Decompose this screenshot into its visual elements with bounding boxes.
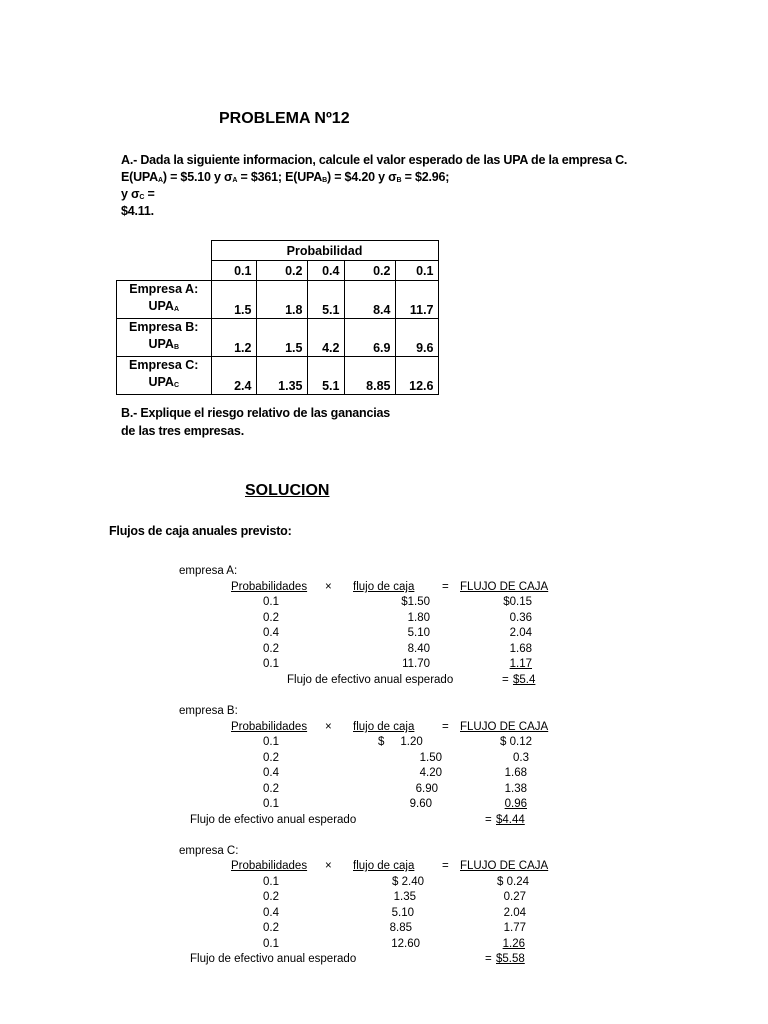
result-value: 1.77 — [503, 922, 526, 934]
prob-value: 0.2 — [263, 891, 279, 903]
table-header-probabilidad: Probabilidad — [211, 241, 438, 261]
prob-value: 0.2 — [263, 752, 279, 764]
statement-line-3: y σC = — [121, 187, 155, 201]
flow-value: 8.40 — [407, 643, 430, 655]
times-sign: × — [325, 581, 332, 593]
company-label: Empresa A: UPAA — [117, 281, 212, 319]
col-header-result: FLUJO DE CAJA — [460, 581, 549, 593]
flow-value: 5.10 — [391, 907, 414, 919]
table-row — [117, 281, 439, 319]
equals-sign: = — [442, 581, 449, 593]
statement-line-2: E(UPAA) = $5.10 y σA = $361; E(UPAB) = $4.20 y σB = $2.96; — [121, 170, 450, 184]
result-value: 1.17 — [509, 658, 532, 670]
table-row — [117, 319, 439, 357]
prob-value: 0.4 — [263, 907, 279, 919]
col-header-prob: Probabilidades — [231, 581, 308, 593]
flow-value: 1.80 — [407, 612, 430, 624]
col-header-flow: flujo de caja — [353, 581, 415, 593]
col-header-result: FLUJO DE CAJA — [460, 721, 549, 733]
probability-table — [116, 240, 439, 395]
col-header-prob: Probabilidades — [231, 860, 308, 872]
statement-line-4: $4.11. — [121, 204, 154, 218]
equals-sign: = — [442, 860, 449, 872]
prob-value: 0.1 — [263, 938, 279, 950]
flow-value: 1.50 — [419, 752, 442, 764]
prob-cell: 0.4 — [307, 261, 344, 281]
prob-value: 0.1 — [263, 876, 279, 888]
result-value: 0.96 — [504, 798, 527, 810]
flow-value: 4.20 — [419, 767, 442, 779]
table-row — [117, 357, 439, 395]
flow-value: 1.35 — [393, 891, 416, 903]
solution-title: SOLUCION — [245, 482, 330, 499]
times-sign: × — [325, 721, 332, 733]
upa-value: 5.1 — [307, 357, 344, 395]
upa-value: 4.2 — [307, 319, 344, 357]
upa-value: 2.4 — [211, 357, 256, 395]
prob-cell: 0.2 — [256, 261, 307, 281]
flow-value: 12.60 — [391, 938, 420, 950]
prob-value: 0.1 — [263, 658, 279, 670]
upa-value: 6.9 — [344, 319, 395, 357]
upa-value: 1.5 — [211, 281, 256, 319]
flow-value: 8.85 — [389, 922, 412, 934]
upa-value: 1.5 — [256, 319, 307, 357]
upa-value: 9.6 — [395, 319, 438, 357]
times-sign: × — [325, 860, 332, 872]
upa-value: 8.85 — [344, 357, 395, 395]
company-label: Empresa B: UPAB — [117, 319, 212, 357]
question-b-line-1: B.- Explique el riesgo relativo de las ganancias — [121, 406, 390, 420]
flows-heading: Flujos de caja anuales previsto: — [109, 524, 292, 538]
upa-value: 1.35 — [256, 357, 307, 395]
prob-value: 0.1 — [263, 798, 279, 810]
prob-value: 0.1 — [263, 736, 279, 748]
col-header-flow: flujo de caja — [353, 721, 415, 733]
prob-cell: 0.2 — [344, 261, 395, 281]
upa-value: 1.8 — [256, 281, 307, 319]
prob-value: 0.4 — [263, 767, 279, 779]
upa-value: 12.6 — [395, 357, 438, 395]
equals-sign: = — [442, 721, 449, 733]
prob-value: 0.2 — [263, 783, 279, 795]
col-header-flow: flujo de caja — [353, 860, 415, 872]
page-title: PROBLEMA Nº12 — [219, 110, 350, 127]
result-value: 1.26 — [502, 938, 525, 950]
statement-line-1: A.- Dada la siguiente informacion, calcule el valor esperado de las UPA de la empresa C. — [121, 153, 628, 167]
block-label: empresa B: — [179, 705, 238, 717]
upa-value: 8.4 — [344, 281, 395, 319]
result-value: $ 0.24 — [497, 876, 529, 888]
result-value: 0.27 — [503, 891, 526, 903]
total-equals: = — [485, 953, 492, 965]
prob-cell: 0.1 — [211, 261, 256, 281]
result-value: 1.68 — [509, 643, 532, 655]
total-label: Flujo de efectivo anual esperado — [287, 674, 454, 686]
col-header-prob: Probabilidades — [231, 721, 308, 733]
total-equals: = — [502, 674, 509, 686]
block-label: empresa C: — [179, 845, 239, 857]
flow-value: $ 2.40 — [392, 876, 424, 888]
flow-value: 9.60 — [409, 798, 432, 810]
result-value: 1.38 — [504, 783, 527, 795]
prob-value: 0.2 — [263, 643, 279, 655]
total-value: $4.44 — [496, 814, 525, 826]
total-equals: = — [485, 814, 492, 826]
flow-value: 6.90 — [415, 783, 438, 795]
company-label: Empresa C: UPAC — [117, 357, 212, 395]
prob-value: 0.2 — [263, 922, 279, 934]
flow-value: $ 1.20 — [378, 736, 423, 748]
question-b-line-2: de las tres empresas. — [121, 424, 244, 438]
total-value: $5.4 — [513, 674, 536, 686]
prob-value: 0.4 — [263, 627, 279, 639]
block-label: empresa A: — [179, 565, 238, 577]
prob-value: 0.1 — [263, 596, 279, 608]
upa-value: 1.2 — [211, 319, 256, 357]
result-value: 2.04 — [509, 627, 532, 639]
col-header-result: FLUJO DE CAJA — [460, 860, 549, 872]
result-value: 2.04 — [503, 907, 526, 919]
prob-value: 0.2 — [263, 612, 279, 624]
result-value: $0.15 — [503, 596, 532, 608]
flow-value: $1.50 — [401, 596, 430, 608]
flow-value: 5.10 — [407, 627, 430, 639]
result-value: $ 0.12 — [500, 736, 532, 748]
flow-value: 11.70 — [402, 658, 430, 670]
total-label: Flujo de efectivo anual esperado — [190, 814, 357, 826]
upa-value: 11.7 — [395, 281, 438, 319]
total-label: Flujo de efectivo anual esperado — [190, 953, 357, 965]
result-value: 0.36 — [509, 612, 532, 624]
result-value: 1.68 — [504, 767, 527, 779]
total-value: $5.58 — [496, 953, 525, 965]
prob-cell: 0.1 — [395, 261, 438, 281]
result-value: 0.3 — [513, 752, 529, 764]
upa-value: 5.1 — [307, 281, 344, 319]
